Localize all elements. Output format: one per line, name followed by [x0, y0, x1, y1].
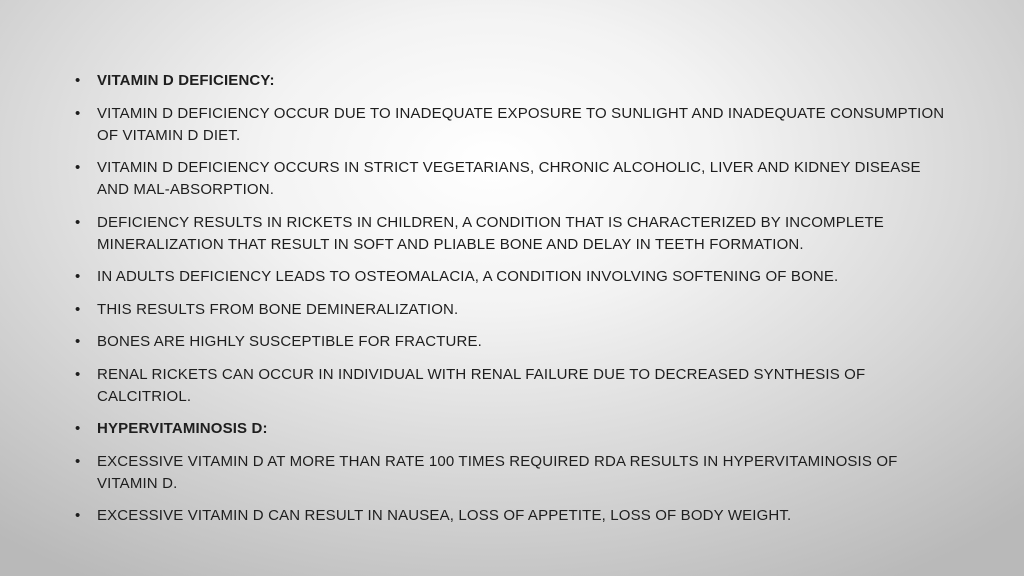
- bullet-item: [74, 266, 954, 288]
- bullet-item: [74, 103, 954, 147]
- bullet-text: VITAMIN D DEFICIENCY OCCUR DUE TO INADEQUATE EXPOSURE TO SUNLIGHT AND INADEQUATE CONSUMPTION OF VITAMIN D DIET.: [97, 104, 945, 144]
- bullet-dot-icon: •: [75, 300, 81, 318]
- bullet-item: [74, 451, 954, 495]
- bullet-item: [74, 212, 954, 256]
- bullet-text: THIS RESULTS FROM BONE DEMINERALIZATION.: [97, 300, 459, 318]
- bullet-item: [74, 299, 954, 321]
- bullet-dot-icon: •: [75, 159, 81, 176]
- bullet-list: [74, 70, 954, 538]
- bullet-item-hypervitaminosis-heading: [74, 418, 954, 440]
- bullet-dot-icon: •: [75, 72, 81, 89]
- bullet-dot-icon: •: [75, 365, 81, 383]
- bullet-item: [74, 364, 954, 408]
- bullet-dot-icon: •: [75, 420, 81, 437]
- bullet-text: BONES ARE HIGHLY SUSCEPTIBLE FOR FRACTURE.: [97, 333, 482, 350]
- bullet-item-vitamin-d-deficiency-heading: [74, 70, 954, 92]
- bullet-dot-icon: •: [75, 104, 81, 122]
- bullet-dot-icon: •: [75, 507, 81, 524]
- bullet-dot-icon: •: [75, 333, 81, 350]
- bullet-text: EXCESSIVE VITAMIN D AT MORE THAN RATE 100 TIMES REQUIRED RDA RESULTS IN HYPERVITAMINOSIS OF VITAMIN D.: [97, 452, 898, 492]
- bullet-text: HYPERVITAMINOSIS D:: [97, 420, 268, 437]
- bullet-text: RENAL RICKETS CAN OCCUR IN INDIVIDUAL WITH RENAL FAILURE DUE TO DECREASED SYNTHESIS OF CALCITRIOL.: [97, 365, 866, 405]
- bullet-dot-icon: •: [75, 452, 81, 470]
- bullet-text: IN ADULTS DEFICIENCY LEADS TO OSTEOMALACIA, A CONDITION INVOLVING SOFTENING OF BONE.: [97, 268, 839, 285]
- bullet-text: DEFICIENCY RESULTS IN RICKETS IN CHILDREN, A CONDITION THAT IS CHARACTERIZED BY INCOMPLETE MINERALIZATION THAT RESULT IN SOFT AND PLIABLE BONE AND DELAY IN TEETH FORMATION.: [97, 213, 884, 253]
- bullet-dot-icon: •: [75, 268, 81, 285]
- bullet-item: [74, 331, 954, 353]
- bullet-item: [74, 157, 954, 201]
- bullet-text: VITAMIN D DEFICIENCY OCCURS IN STRICT VEGETARIANS, CHRONIC ALCOHOLIC, LIVER AND KIDNEY DISEASE AND MAL-ABSORPTION.: [97, 159, 921, 198]
- bullet-item: [74, 505, 954, 527]
- bullet-text: VITAMIN D DEFICIENCY:: [97, 72, 275, 89]
- bullet-text: EXCESSIVE VITAMIN D CAN RESULT IN NAUSEA, LOSS OF APPETITE, LOSS OF BODY WEIGHT.: [97, 507, 792, 524]
- bullet-dot-icon: •: [75, 213, 81, 231]
